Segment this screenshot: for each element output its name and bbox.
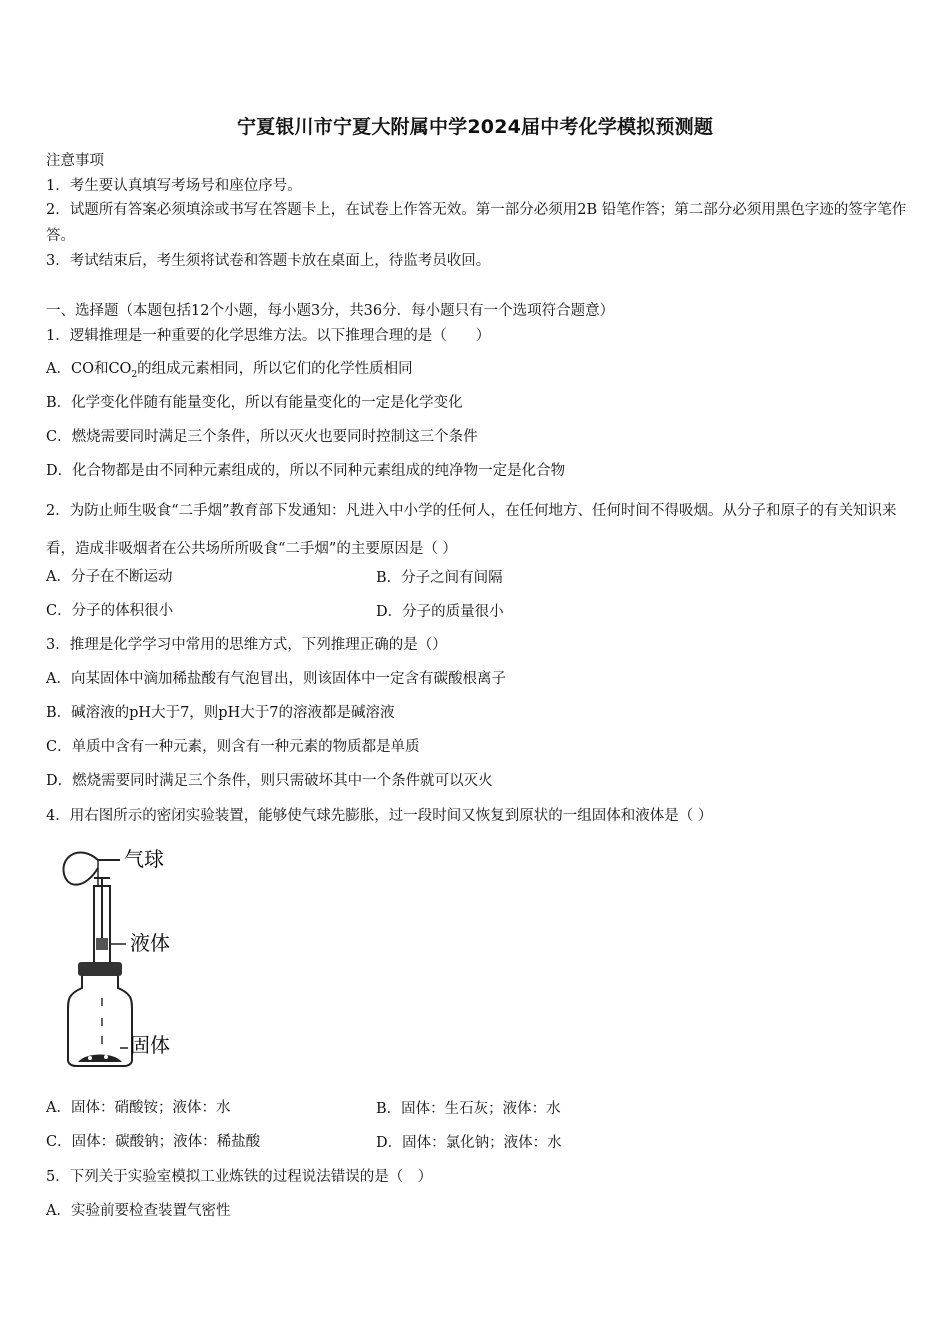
- q1-option-a: A．CO和$CO_2$的组成元素相同，所以它们的化学性质相同: [46, 361, 413, 380]
- balloon-icon: [63, 853, 98, 885]
- q4-option-a: A．固体：硝酸铵；液体：水: [46, 1100, 231, 1116]
- q4-option-d: D．固体：氯化钠；液体：水: [376, 1135, 562, 1151]
- q2-option-a: A．分子在不断运动: [46, 569, 173, 585]
- bottle-icon: [68, 976, 132, 1066]
- q1-option-b: B．化学变化伴随有能量变化，所以有能量变化的一定是化学变化: [46, 395, 463, 411]
- apparatus-figure: [50, 838, 250, 1068]
- q5-option-a: A．实验前要检查装置气密性: [46, 1203, 231, 1219]
- q5-stem: 5．下列关于实验室模拟工业炼铁的过程说法错误的是（ ）: [46, 1169, 433, 1185]
- q2-option-c: C．分子的体积很小: [46, 603, 174, 619]
- q2-option-b: B．分子之间有间隔: [376, 570, 503, 586]
- label-liquid: 液体: [130, 931, 170, 955]
- q3-option-a: A．向某固体中滴加稀盐酸有气泡冒出，则该固体中一定含有碳酸根离子: [46, 671, 506, 687]
- q3-stem: 3．推理是化学学习中常用的思维方式，下列推理正确的是（）: [46, 637, 447, 653]
- exam-title: 宁夏银川市宁夏大附属中学2024届中考化学模拟预测题: [236, 116, 714, 138]
- q1-stem: 1．逻辑推理是一种重要的化学思维方法。以下推理合理的是（ ）: [46, 328, 491, 344]
- notice-item-2: 2．试题所有答案必须填涂或书写在答题卡上，在试卷上作答无效。第一部分必须用2B 铅笔作答；第二部分必须用黑色字迹的签字笔作答。: [46, 202, 907, 244]
- q3-option-d: D．燃烧需要同时满足三个条件，则只需破坏其中一个条件就可以灭火: [46, 773, 493, 789]
- q3-option-c: C．单质中含有一种元素，则含有一种元素的物质都是单质: [46, 739, 420, 755]
- q1-option-c: C．燃烧需要同时满足三个条件，所以灭火也要同时控制这三个条件: [46, 429, 478, 445]
- section-heading: 一、选择题（本题包括12个小题，每小题3分，共36分．每小题只有一个选项符合题意）: [46, 303, 615, 319]
- label-solid: 固体: [130, 1033, 170, 1057]
- q4-option-b: B．固体：生石灰；液体：水: [376, 1101, 561, 1117]
- q2-stem: 2．为防止师生吸食“二手烟”教育部下发通知：凡进入中小学的任何人，在任何地方、任何时间不得吸烟。从分子和原子的有关知识来看，造成非吸烟者在公共场所所吸食“二手烟”的主要原因是（ ）: [46, 503, 897, 557]
- q1-option-d: D．化合物都是由不同种元素组成的，所以不同种元素组成的纯净物一定是化合物: [46, 463, 566, 479]
- notice-item-1: 1．考生要认真填写考场号和座位序号。: [46, 178, 302, 194]
- notice-item-3: 3．考试结束后，考生须将试卷和答题卡放在桌面上，待监考员收回。: [46, 253, 491, 269]
- q4-stem: 4．用右图所示的密闭实验装置，能够使气球先膨胀，过一段时间又恢复到原状的一组固体和液体是（ ）: [46, 808, 713, 824]
- notice-heading: 注意事项: [46, 153, 104, 169]
- q4-option-c: C．固体：碳酸钠；液体：稀盐酸: [46, 1134, 261, 1150]
- q2-option-d: D．分子的质量很小: [376, 604, 504, 620]
- stopper-icon: [78, 962, 122, 976]
- label-balloon: 气球: [124, 847, 164, 871]
- q3-option-b: B．碱溶液的pH大于7，则pH大于7的溶液都是碱溶液: [46, 705, 395, 721]
